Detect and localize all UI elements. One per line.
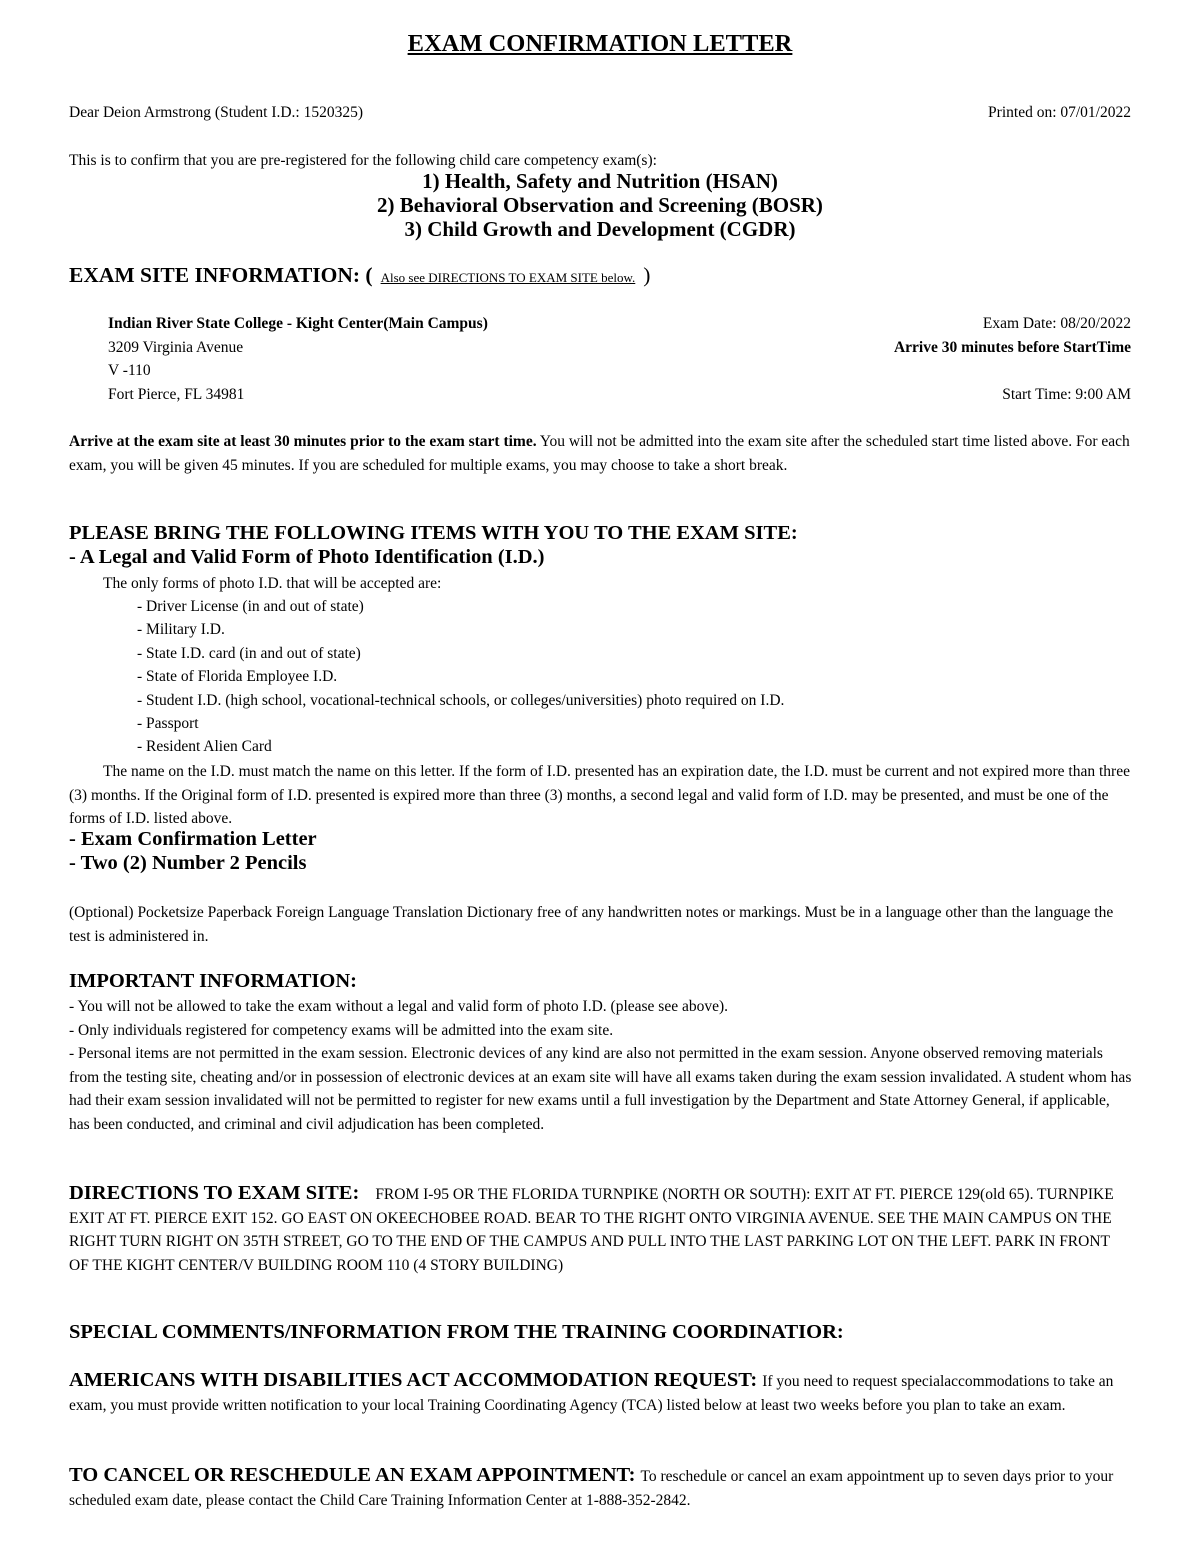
arrival-bold: Arrive at the exam site at least 30 minutes prior to the exam start time. <box>69 433 537 450</box>
important-line-1: - You will not be allowed to take the exam without a legal and valid form of photo I.D. (please see above). <box>69 998 729 1015</box>
directions-heading: DIRECTIONS TO EXAM SITE: <box>69 1182 360 1204</box>
arrive-note: Arrive 30 minutes before StartTime <box>893 339 1131 356</box>
important-line-3: - Personal items are not permitted in the exam session. Electronic devices of any kind are also not permitted in the exam session. Anyone observed removing materials from the testing site, cheating and/or in possession of electronic devices at an exam site will have all exams taken during the exam session invalidated. A student whom has had their exam session invalidated will not be permitted to register for new exams until a full investigation by the Department and State Attorney General, if applicable, has been conducted, and criminal and civil adjudication has been completed. <box>69 1045 1132 1133</box>
list-item: - State I.D. card (in and out of state) <box>137 644 361 662</box>
id-list <box>137 595 784 759</box>
list-item: - Driver License (in and out of state) <box>137 598 364 615</box>
ada-paragraph <box>69 1369 1133 1417</box>
directions-link[interactable]: Also see DIRECTIONS TO EXAM SITE below. <box>380 270 636 285</box>
exam-item: 2) Behavioral Observation and Screening (BOSR) <box>377 193 823 217</box>
only-forms-text: The only forms of photo I.D. that will be accepted are: <box>103 575 442 592</box>
directions-paragraph <box>69 1182 1133 1277</box>
optional-dictionary: (Optional) Pocketsize Paperback Foreign Language Translation Dictionary free of any handwritten notes or markings. Must be in a language other than the language the test is administered in. <box>69 904 1114 945</box>
bring-item-pencils: - Two (2) Number 2 Pencils <box>69 852 307 874</box>
name-match-paragraph: The name on the I.D. must match the name on this letter. If the form of I.D. presented has an expiration date, the I.D. must be current and not expired more than three (3) months. If the Original form of I.D. presented is expired more than three (3) months, a second legal and valid form of I.D. may be presented, and must be one of the forms of I.D. listed above. <box>69 763 1130 828</box>
site-info-heading: EXAM SITE INFORMATION: ( <box>69 263 373 287</box>
ada-heading: AMERICANS WITH DISABILITIES ACT ACCOMMODATION REQUEST: <box>69 1369 758 1391</box>
important-line-2: - Only individuals registered for competency exams will be admitted into the exam site. <box>69 1022 614 1039</box>
important-heading: IMPORTANT INFORMATION: <box>69 970 357 992</box>
exam-date: Exam Date: 08/20/2022 <box>982 315 1131 332</box>
page-title: EXAM CONFIRMATION LETTER <box>407 30 793 57</box>
site-info-heading-row <box>69 263 650 288</box>
start-time: Start Time: 9:00 AM <box>1002 386 1131 403</box>
arrival-text: You will not be admitted into the exam site after the scheduled start time listed above. For each exam, you will be given 45 minutes. If you are scheduled for multiple exams, you may choose to take a short break. <box>69 433 1130 474</box>
special-heading: SPECIAL COMMENTS/INFORMATION FROM THE TRAINING COORDINATIOR: <box>69 1321 844 1343</box>
site-address-1: 3209 Virginia Avenue <box>108 339 244 356</box>
exam-item: 1) Health, Safety and Nutrition (HSAN) <box>422 169 778 193</box>
list-item: - Military I.D. <box>137 621 225 639</box>
list-item: - Resident Alien Card <box>137 738 272 756</box>
site-name: Indian River State College - Kight Center(Main Campus) <box>108 315 488 332</box>
bring-item-id: - A Legal and Valid Form of Photo Identification (I.D.) <box>69 546 545 568</box>
directions-text: FROM I-95 OR THE FLORIDA TURNPIKE (NORTH OR SOUTH): EXIT AT FT. PIERCE 129(old 65). TURNPIKE EXIT AT FT. PIERCE EXIT 152. GO EAST ON OKEECHOBEE ROAD. BEAR TO THE RIGHT ONTO VIRGINIA AVENUE. SEE THE MAIN CAMPUS ON THE RIGHT TURN RIGHT ON 35TH STREET, GO TO THE END OF THE CAMPUS AND PULL INTO THE LAST PARKING LOT ON THE LEFT. PARK IN FRONT OF THE KIGHT CENTER/V BUILDING ROOM 110 (4 STORY BUILDING) <box>69 1186 1114 1274</box>
bring-heading: PLEASE BRING THE FOLLOWING ITEMS WITH YOU TO THE EXAM SITE: <box>69 522 798 544</box>
cancel-paragraph <box>69 1464 1133 1512</box>
cancel-heading: TO CANCEL OR RESCHEDULE AN EXAM APPOINTMENT: <box>69 1464 636 1486</box>
close-paren: ) <box>643 263 651 287</box>
list-item: - Passport <box>137 714 199 732</box>
list-item: - State of Florida Employee I.D. <box>137 668 338 686</box>
list-item: - Student I.D. (high school, vocational-technical schools, or colleges/universities) photo required on I.D. <box>137 691 785 709</box>
confirm-text: This is to confirm that you are pre-registered for the following child care competency exam(s): <box>69 152 657 169</box>
greeting: Dear Deion Armstrong (Student I.D.: 1520325) <box>69 104 364 121</box>
site-address-2: V -110 <box>108 362 151 379</box>
bring-item-letter: - Exam Confirmation Letter <box>69 828 317 850</box>
arrival-paragraph <box>69 430 1133 477</box>
ada-text: If you need to request specialaccommodations to take an exam, you must provide written notification to your local Training Coordinating Agency (TCA) listed below at least two weeks before you plan to take an exam. <box>69 1373 1114 1414</box>
cancel-text: To reschedule or cancel an exam appointment up to seven days prior to your scheduled exam date, please contact the Child Care Training Information Center at 1-888-352-2842. <box>69 1468 1114 1509</box>
printed-date: Printed on: 07/01/2022 <box>988 104 1131 121</box>
exam-item: 3) Child Growth and Development (CGDR) <box>404 217 796 241</box>
site-city: Fort Pierce, FL 34981 <box>108 386 245 403</box>
